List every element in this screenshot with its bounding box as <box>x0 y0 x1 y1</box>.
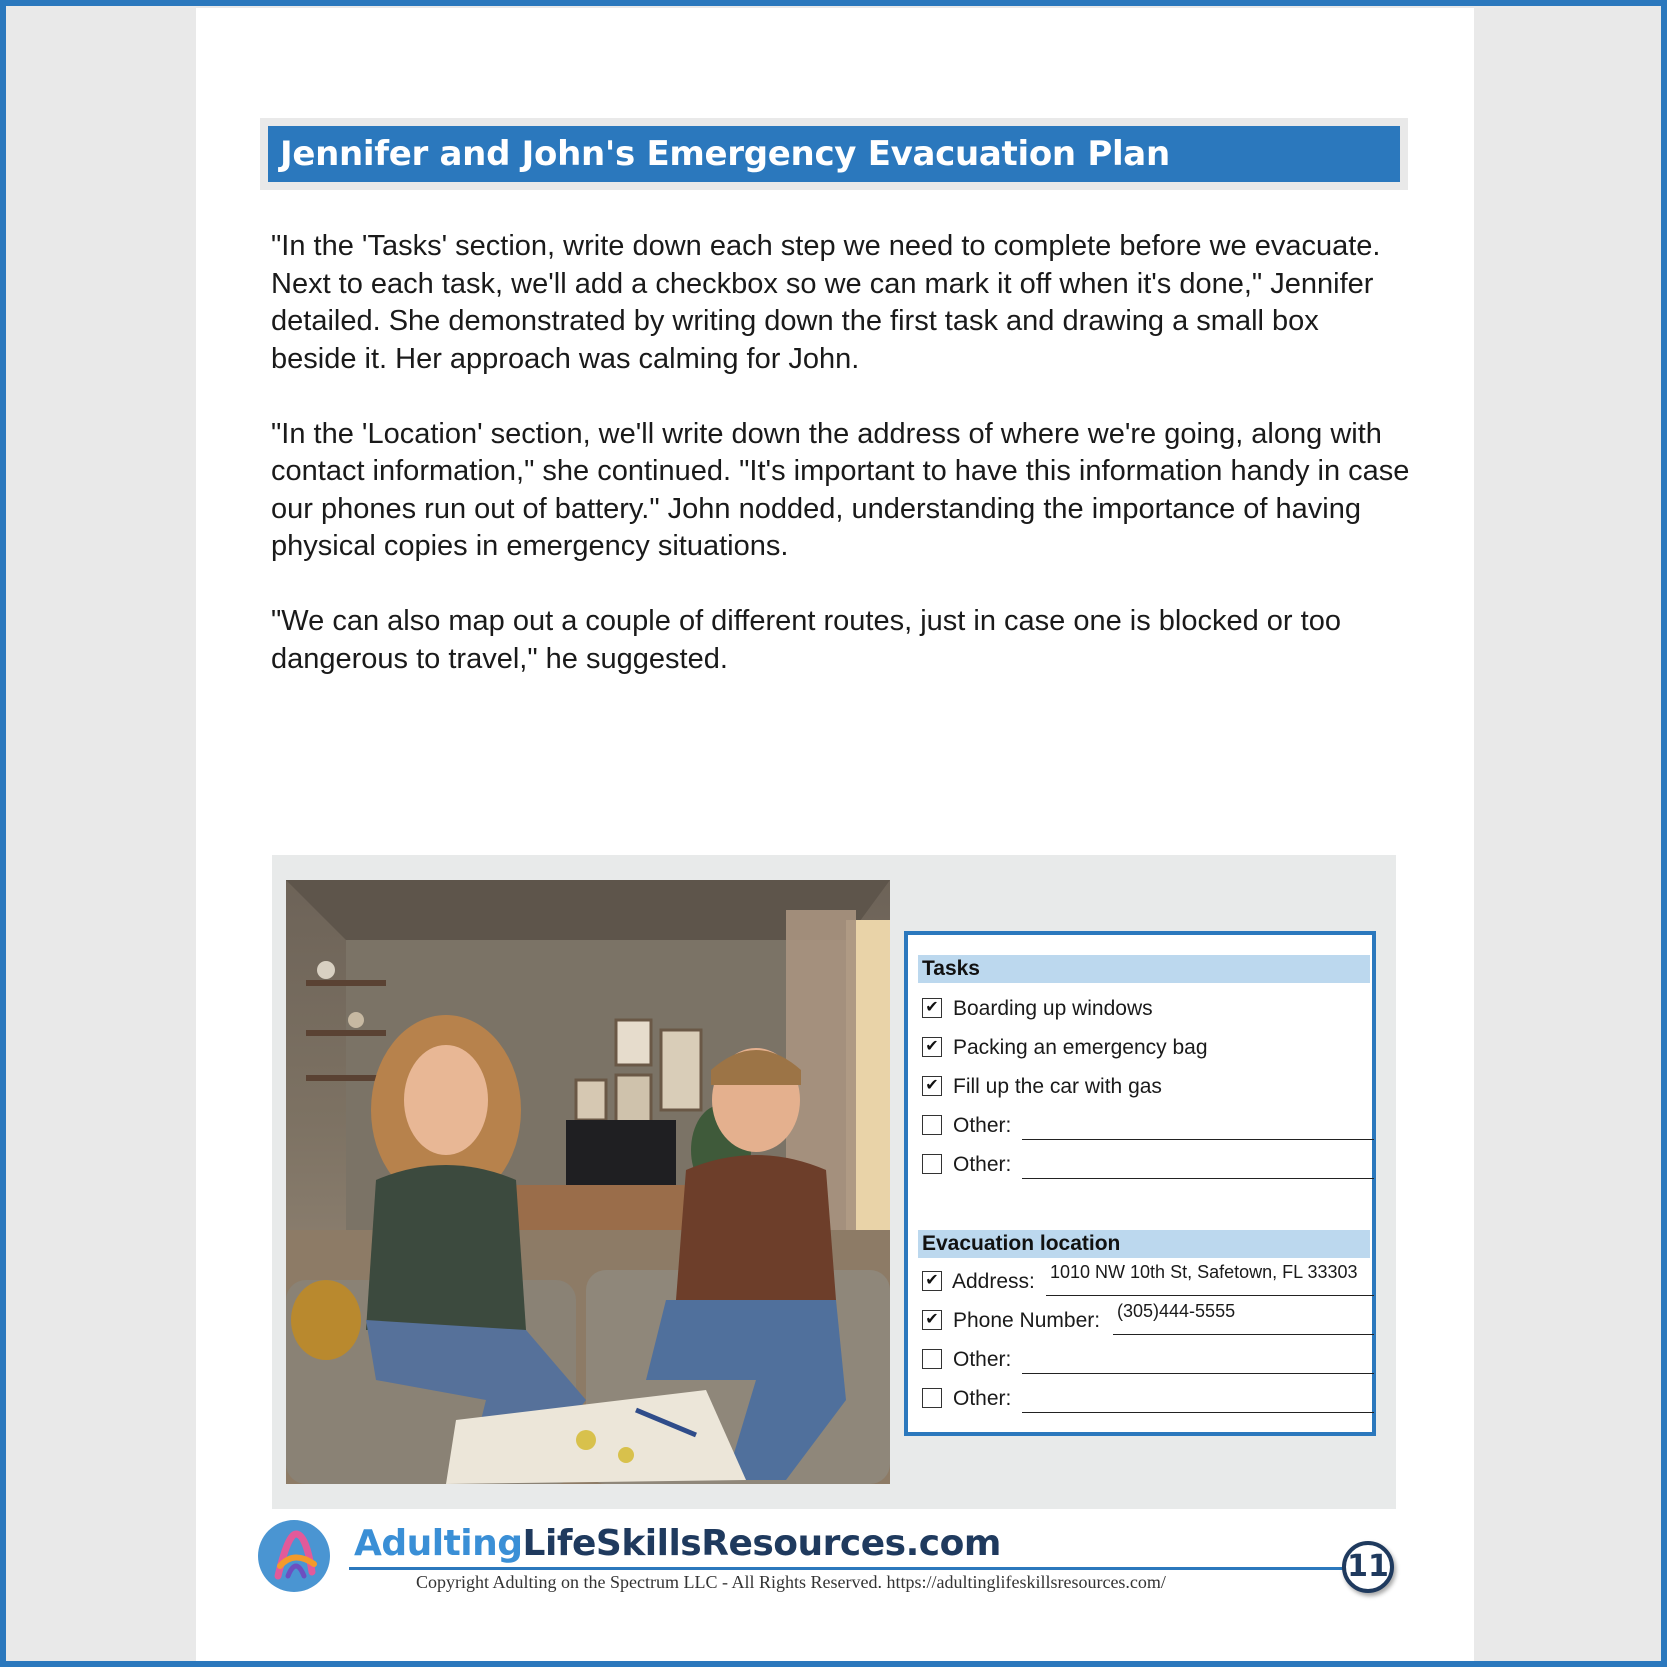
page-number-badge: 11 <box>1342 1541 1394 1593</box>
task-checkbox[interactable]: ✔ <box>922 998 942 1018</box>
location-checkbox[interactable]: ✔ <box>922 1271 942 1291</box>
paragraph-tasks: "In the 'Tasks' section, write down each step we need to complete before we evacuate. Next to each task, we'll add a checkbox so we can mark it off when it's done," Jennifer detailed. She demonstrated by writing down the first task and drawing a small box beside it. Her approach was calming for John. <box>271 230 1381 375</box>
task-row <box>922 993 1374 1023</box>
site-name-part2: LifeSkillsResources.com <box>522 1523 1001 1564</box>
location-checkbox[interactable] <box>922 1349 942 1369</box>
location-label: Other: <box>953 1348 1012 1371</box>
task-write-line[interactable] <box>1022 1149 1374 1179</box>
location-label: Phone Number: <box>953 1309 1101 1332</box>
tasks-heading: Tasks <box>918 955 1370 983</box>
task-row <box>922 1032 1374 1062</box>
task-label: Fill up the car with gas <box>953 1075 1162 1098</box>
location-row <box>922 1262 1374 1296</box>
brand-logo-icon <box>258 1520 330 1592</box>
location-write-line[interactable] <box>1022 1383 1374 1413</box>
task-checkbox[interactable]: ✔ <box>922 1076 942 1096</box>
task-label: Boarding up windows <box>953 997 1153 1020</box>
location-label: Other: <box>953 1387 1012 1410</box>
site-name-part1: Adulting <box>354 1523 523 1564</box>
location-write-line[interactable] <box>1022 1344 1374 1374</box>
site-name[interactable] <box>354 1523 1001 1564</box>
phone-value: (305)444-5555 <box>1117 1301 1236 1321</box>
task-row <box>922 1110 1374 1140</box>
location-checkbox[interactable]: ✔ <box>922 1310 942 1330</box>
location-row <box>922 1383 1374 1413</box>
paragraph-location: "In the 'Location' section, we'll write down the address of where we're going, along with contact information," she continued. "It's important to have this information handy in case our phones run out of battery." John nodded, understanding the importance of having physical copies in emergency situations. <box>271 417 1410 562</box>
task-row <box>922 1149 1374 1179</box>
task-checkbox[interactable] <box>922 1154 942 1174</box>
page-title: Jennifer and John's Emergency Evacuation Plan <box>268 126 1400 182</box>
location-checkbox[interactable] <box>922 1388 942 1408</box>
task-label: Packing an emergency bag <box>953 1036 1208 1059</box>
copyright-text: Copyright Adulting on the Spectrum LLC - All Rights Reserved. https://adultinglifeskillsresources.com/ <box>416 1572 1166 1592</box>
task-label: Other: <box>953 1114 1012 1137</box>
brand-logo <box>258 1520 330 1592</box>
location-row <box>922 1301 1374 1335</box>
story-text <box>271 228 1411 716</box>
illustration-panel <box>272 855 1396 1509</box>
illustration-drawing <box>286 880 890 1484</box>
living-room-illustration <box>286 880 890 1484</box>
task-label: Other: <box>953 1153 1012 1176</box>
document-page <box>196 8 1474 1661</box>
task-checkbox[interactable] <box>922 1115 942 1135</box>
location-row <box>922 1344 1374 1374</box>
address-value: 1010 NW 10th St, Safetown, FL 33303 <box>1050 1262 1358 1282</box>
location-heading: Evacuation location <box>918 1230 1370 1258</box>
paragraph-routes: "We can also map out a couple of different routes, just in case one is blocked or too dangerous to travel," he suggested. <box>271 605 1341 675</box>
task-write-line[interactable] <box>1022 1110 1374 1140</box>
address-line[interactable] <box>1046 1262 1374 1296</box>
phone-line[interactable] <box>1113 1301 1374 1335</box>
task-row <box>922 1071 1374 1101</box>
task-checkbox[interactable]: ✔ <box>922 1037 942 1057</box>
title-frame <box>260 118 1408 190</box>
evacuation-plan-form <box>904 931 1376 1436</box>
location-label: Address: <box>952 1270 1035 1293</box>
footer-divider <box>349 1567 1343 1570</box>
